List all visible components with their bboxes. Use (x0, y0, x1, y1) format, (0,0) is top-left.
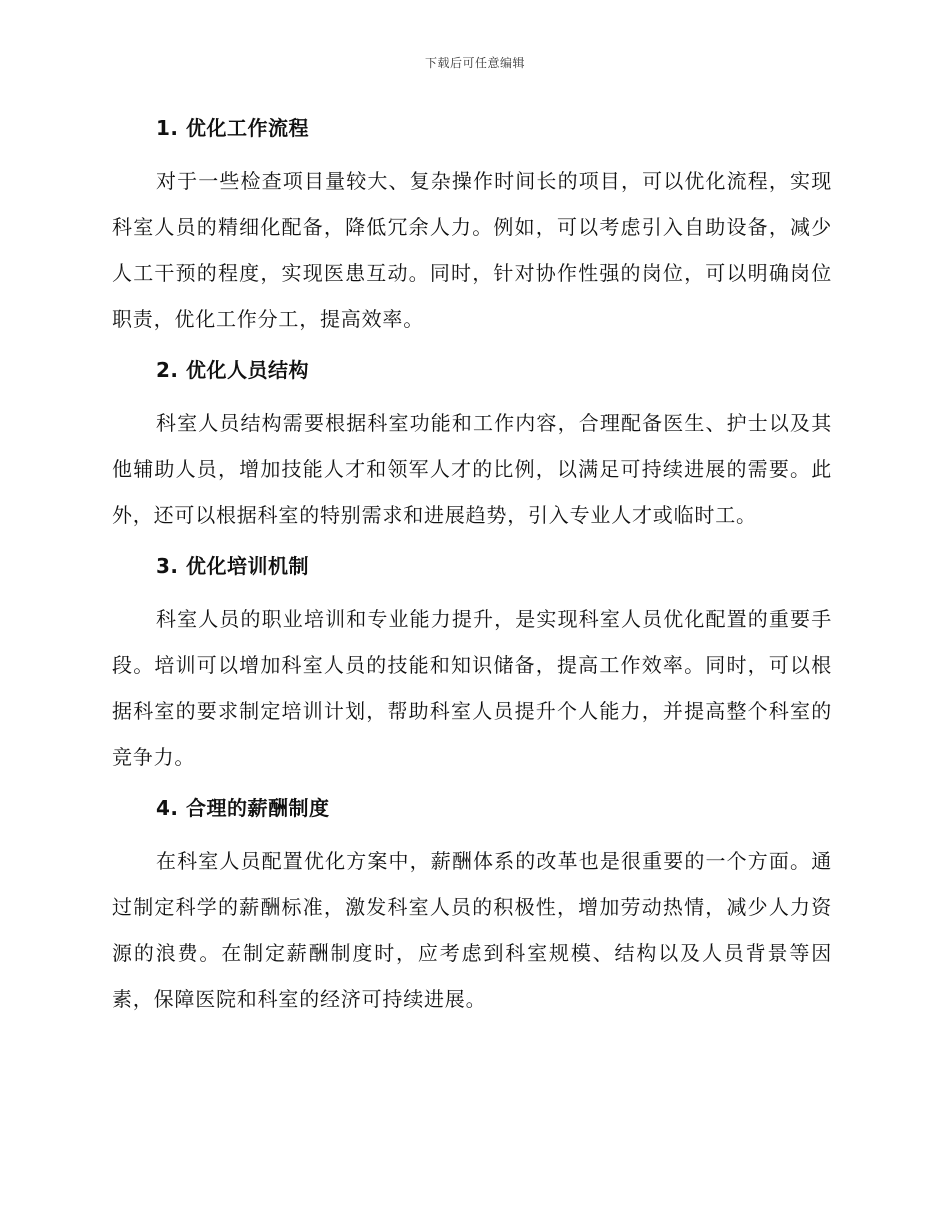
section-1 (112, 112, 832, 342)
section-paragraph: 科室人员的职业培训和专业能力提升，是实现科室人员优化配置的重要手段。培训可以增加科室人员的技能和知识储备，提高工作效率。同时，可以根据科室的要求制定培训计划，帮助科室人员提升个人能力，并提高整个科室的竞争力。 (112, 607, 832, 769)
section-heading: 3. 优化培训机制 (156, 554, 309, 578)
section-paragraph: 科室人员结构需要根据科室功能和工作内容，合理配备医生、护士以及其他辅助人员，增加技能人才和领军人才的比例，以满足可持续进展的需要。此外，还可以根据科室的特别需求和进展趋势，引入专业人才或临时工。 (112, 411, 832, 527)
section-paragraph: 对于一些检查项目量较大、复杂操作时间长的项目，可以优化流程，实现科室人员的精细化配备，降低冗余人力。例如，可以考虑引入自助设备，减少人工干预的程度，实现医患互动。同时，针对协作性强的岗位，可以明确岗位职责，优化工作分工，提高效率。 (112, 169, 832, 331)
page-header: 下载后可任意编辑 (424, 56, 525, 70)
section-heading: 1. 优化工作流程 (156, 116, 309, 140)
section-3 (112, 550, 832, 780)
document-body (112, 112, 832, 1034)
section-2 (112, 354, 832, 538)
section-4 (112, 792, 832, 1022)
section-paragraph: 在科室人员配置优化方案中，薪酬体系的改革也是很重要的一个方面。通过制定科学的薪酬标准，激发科室人员的积极性，增加劳动热情，减少人力资源的浪费。在制定薪酬制度时，应考虑到科室规模、结构以及人员背景等因素，保障医院和科室的经济可持续进展。 (112, 849, 832, 1011)
section-heading: 2. 优化人员结构 (156, 358, 309, 382)
section-heading: 4. 合理的薪酬制度 (156, 796, 330, 820)
